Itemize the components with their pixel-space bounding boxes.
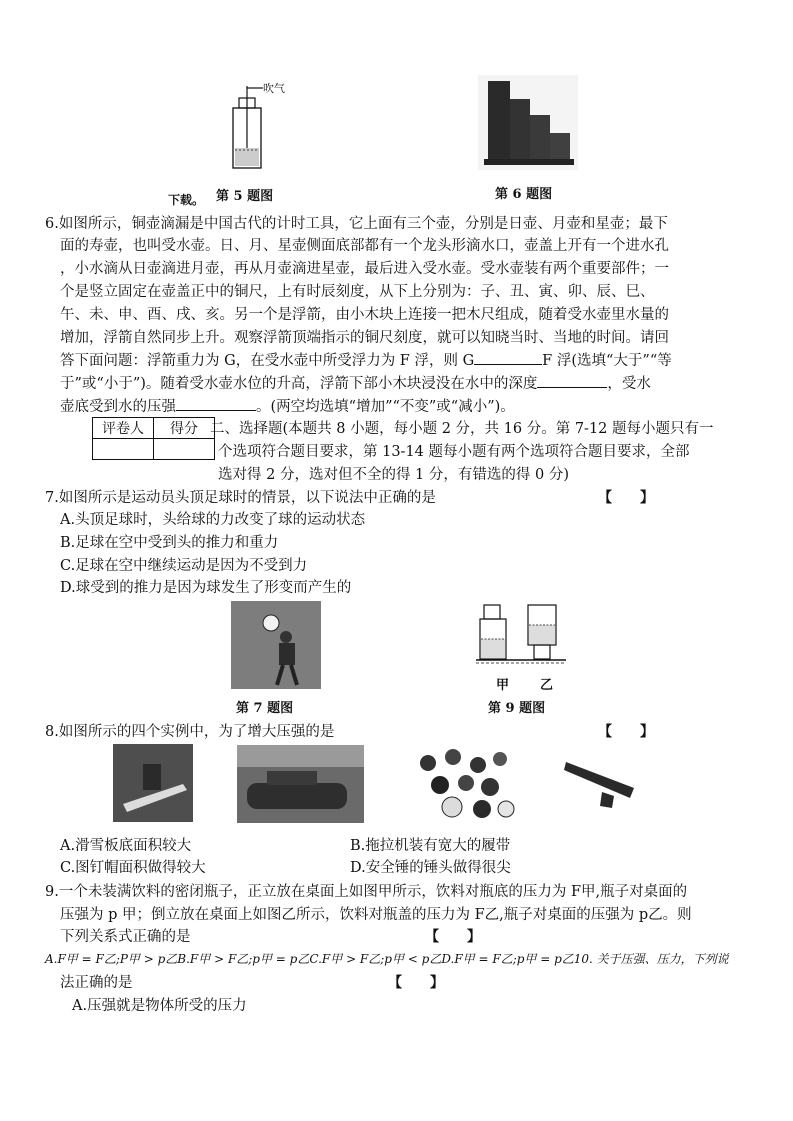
q6-line-8-text-a: 于”或“小于”)。随着受水壶水位的升高，浮箭下部小木块浸没在水中的深度 [60,376,538,392]
section-2-line-1: 二、选择题(本题共 8 小题，每小题 2 分，共 16 分。第 7-12 题每小题只有一 [210,421,714,437]
q7-option-c: C.足球在空中继续运动是因为不受到力 [60,558,308,574]
figure-5 [215,78,305,188]
score-table-score-cell[interactable] [154,439,215,460]
score-table-grader: 评卷人 [93,418,154,439]
figure-6 [478,75,578,170]
q6-line-4: 个是竖立固定在壶盖正中的铜尺，上有时辰刻度，从下上分别为：子、丑、寅、卯、辰、巳、 [60,284,655,300]
figure-5-blow-label: 吹气 [263,82,285,95]
q8-option-d: D.安全锤的锤头做得很尖 [350,860,511,876]
q7-option-d: D.球受到的推力是因为球发生了形变而产生的 [60,580,352,596]
q8-option-c: C.图钉帽面积做得较大 [60,860,206,876]
q8-answer-bracket[interactable]: 【 】 [598,724,654,740]
q6-line-6: 增加，浮箭自然同步上升。观察浮箭顶端指示的铜尺刻度，就可以知晓当时、当地的时间。请回 [60,330,669,346]
figure-9-label-a: 甲 [496,678,510,693]
figure-9-caption: 第 9 题图 [488,701,546,716]
q9-line-2: 压强为 p 甲；倒立放在桌面上如图乙所示，饮料对瓶盖的压力为 F乙,瓶子对桌面的压强为 p乙。则 [60,907,692,923]
q8-option-b: B.拖拉机装有宽大的履带 [350,838,511,854]
figure-5-note: 下载。 [168,193,205,207]
q7-stem: 7.如图所示是运动员头顶足球时的情景，以下说法中正确的是 [45,490,436,506]
q6-line-8-text-b: ，受水 [607,376,651,392]
q6-blank-2[interactable] [537,373,607,388]
figure-6-drawing [478,75,578,170]
q8-image-ski [113,744,193,822]
score-table-score: 得分 [154,418,215,439]
ski-drawing [113,744,193,822]
q8-image-tractor [237,745,364,823]
figure-7-photo [231,601,321,689]
q6-line-2: 面的寿壶，也叫受水壶。日、月、星壶侧面底部都有一个龙头形滴水口，壶盖上开有一个进水孔 [60,238,669,254]
q6-line-9 [60,396,515,418]
tractor-drawing [237,745,364,823]
q9-line-3: 下列关系式正确的是 [60,929,191,945]
hammer-drawing [562,752,642,812]
q6-line-5: 午、未、申、酉、戌、亥。另一个是浮箭，由小木块上连接一把木尺组成，随着受水壶里水量的 [60,307,669,323]
q6-line-7-text-b: F 浮(选填“大于”“等 [542,353,672,369]
q8-option-a: A.滑雪板底面积较大 [60,838,192,854]
q6-line-9-text-a: 壶底受到水的压强 [60,399,176,415]
q8-stem: 8.如图所示的四个实例中，为了增大压强的是 [45,724,335,740]
q7-answer-bracket[interactable]: 【 】 [598,490,654,506]
q9-answer-bracket[interactable]: 【 】 [425,929,481,945]
figure-7-caption: 第 7 题图 [236,701,294,716]
q8-image-safety-hammer [562,752,642,812]
q6-line-9-text-b: 。(两空均选填“增加”“不变”或“减小”)。 [256,399,515,415]
q10-answer-bracket[interactable]: 【 】 [388,975,444,991]
q6-blank-1[interactable] [474,350,542,365]
figure-5-drawing [215,78,305,188]
q7-option-b: B.足球在空中受到头的推力和重力 [60,535,279,551]
figure-6-caption: 第 6 题图 [495,187,553,202]
figure-9-label-b: 乙 [540,678,554,693]
score-table-grader-cell[interactable] [93,439,154,460]
q6-line-7 [60,350,672,372]
q6-line-3: ，小水滴从日壶滴进月壶，再从月壶滴进星壶，最后进入受水壶。受水壶装有两个重要部件；一 [60,261,669,277]
figure-9-drawing [476,603,566,665]
q8-image-thumbtacks [408,745,518,823]
score-table [92,417,215,460]
q10-option-a: A.压强就是物体所受的压力 [72,998,247,1014]
figure-7-drawing [231,601,321,689]
section-2-line-2: 个选项符合题目要求，第 13-14 题每小题有两个选项符合题目要求，全部 [218,444,690,460]
figure-5-caption: 第 5 题图 [216,189,274,204]
section-2-line-3: 选对得 2 分，选对但不全的得 1 分，有错选的得 0 分) [218,467,569,483]
figure-9 [476,603,566,665]
q6-line-8 [60,373,651,395]
q9-line-1: 9.一个未装满饮料的密闭瓶子，正立放在桌面上如图甲所示，饮料对瓶底的压力为 F甲,瓶子对桌面的 [45,884,688,900]
q10-stem-line: 法正确的是 [60,975,133,991]
q9-options-line: A.F甲 = F乙;P甲 > p乙B.F甲 > F乙;p甲 = p乙C.F甲 > F乙;p甲 < p乙D.F甲 = F乙;p甲 = p乙10. 关于压强、压力，下列说 [45,952,729,966]
thumbtacks-drawing [408,745,518,823]
q7-option-a: A.头顶足球时，头给球的力改变了球的运动状态 [60,512,366,528]
q6-line-7-text-a: 答下面问题：浮箭重力为 G，在受水壶中所受浮力为 F 浮，则 G [60,353,475,369]
q6-blank-3[interactable] [176,396,256,411]
q6-line-1: 6.如图所示，铜壶滴漏是中国古代的计时工具，它上面有三个壶，分别是日壶、月壶和星壶；最下 [45,216,668,232]
